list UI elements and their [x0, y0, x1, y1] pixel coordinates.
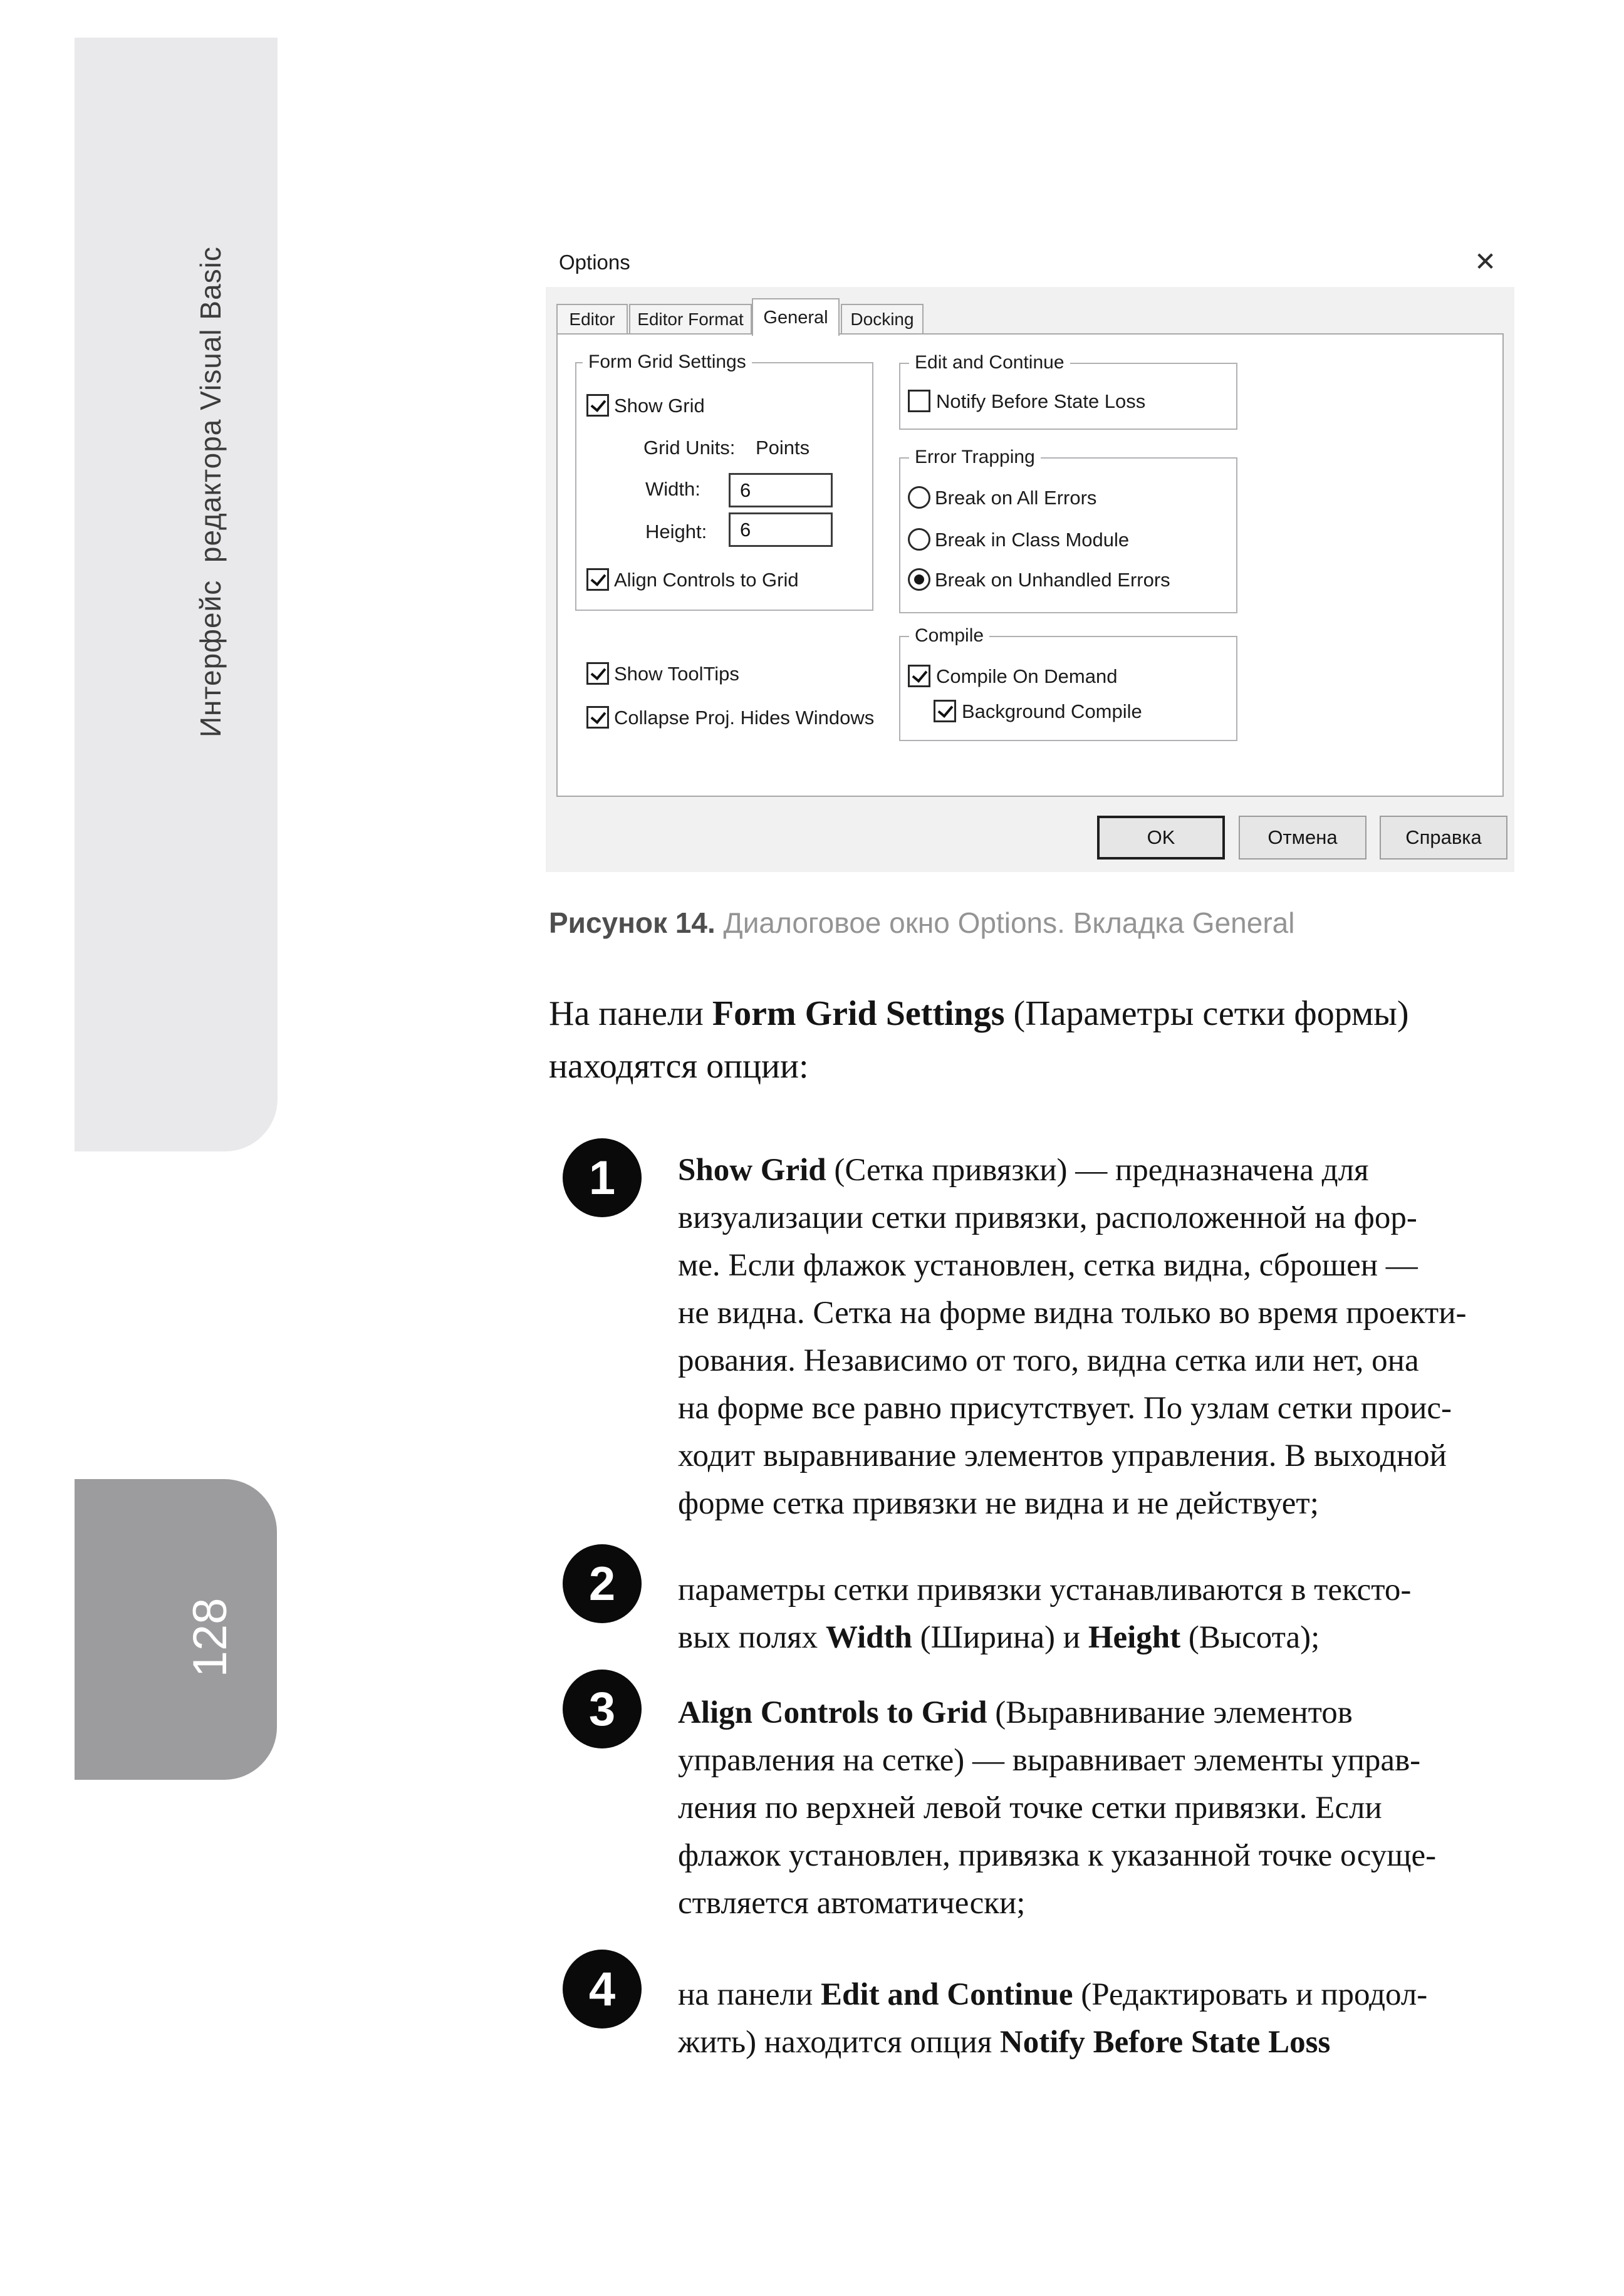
text-line: на панели Edit and Continue (Редактировать и продол- [678, 1977, 1428, 2012]
text-line: вых полях Width (Ширина) и Height (Высота); [678, 1620, 1320, 1655]
item-number-badge: 3 [563, 1670, 642, 1748]
grid-units-value: Points [756, 437, 810, 459]
text-line: не видна. Сетка на форме видна только во время проекти- [678, 1296, 1467, 1331]
checkbox-notify-label: Notify Before State Loss [936, 390, 1146, 412]
checkbox-compile-on-demand-label: Compile On Demand [936, 665, 1118, 687]
tab-editor-format[interactable]: Editor Format [629, 304, 752, 333]
radio-break-in-class-module-label: Break in Class Module [935, 529, 1130, 551]
group-label-error-trapping: Error Trapping [909, 446, 1041, 469]
dialog-title: Options [559, 251, 630, 274]
grid-units-label: Grid Units: [643, 437, 736, 459]
text-line: рования. Независимо от того, видна сетка или нет, она [678, 1343, 1419, 1378]
ok-button[interactable]: OK [1097, 816, 1225, 860]
text-line: ходит выравнивание элементов управления. В выходной [678, 1438, 1447, 1473]
radio-break-on-all-errors[interactable] [908, 486, 930, 509]
checkbox-align-controls-label: Align Controls to Grid [614, 569, 799, 591]
text-line: ствляется автоматически; [678, 1886, 1026, 1921]
text-line: находятся опции: [549, 1047, 809, 1086]
text-line: Align Controls to Grid (Выравнивание элементов [678, 1695, 1353, 1730]
text-line: форме сетка привязки не видна и не действует; [678, 1486, 1319, 1521]
item-number-badge: 4 [563, 1950, 642, 2028]
text-line: ления по верхней левой точке сетки привязки. Если [678, 1790, 1382, 1826]
figure-caption-text: Диалоговое окно Options. Вкладка General [715, 906, 1295, 939]
chapter-title-vertical: Интерфейс редактора Visual Basic [194, 246, 227, 737]
help-button[interactable]: Справка [1380, 816, 1507, 860]
options-dialog [546, 246, 1514, 872]
radio-break-on-unhandled-errors-label: Break on Unhandled Errors [935, 569, 1170, 591]
text-line: параметры сетки привязки устанавливаются в тексто- [678, 1572, 1412, 1608]
checkbox-collapse-proj[interactable] [586, 706, 609, 729]
text-line: ме. Если флажок установлен, сетка видна, сброшен — [678, 1248, 1418, 1283]
item-number-badge: 2 [563, 1544, 642, 1623]
height-input[interactable]: 6 [729, 512, 833, 547]
width-input[interactable]: 6 [729, 473, 833, 507]
text-line: флажок установлен, привязка к указанной точке осуще- [678, 1838, 1437, 1873]
checkbox-show-grid[interactable] [586, 394, 609, 417]
group-label-edit-and-continue: Edit and Continue [909, 351, 1070, 374]
radio-break-on-all-errors-label: Break on All Errors [935, 487, 1097, 509]
tab-editor[interactable]: Editor [556, 304, 628, 333]
checkbox-show-tooltips[interactable] [586, 662, 609, 685]
text-line: жить) находится опция Notify Before State Loss [678, 2025, 1331, 2060]
text-line: на форме все равно присутствует. По узлам сетки проис- [678, 1391, 1452, 1426]
text-line: На панели Form Grid Settings (Параметры сетки формы) [549, 994, 1409, 1033]
checkbox-align-controls-to-grid[interactable] [586, 568, 609, 591]
figure-caption-number: Рисунок 14. [549, 906, 716, 939]
item-text [678, 1146, 1524, 1527]
page-number: 128 [184, 1597, 237, 1678]
cancel-button[interactable]: Отмена [1239, 816, 1366, 860]
tab-docking[interactable]: Docking [841, 304, 924, 333]
radio-break-on-unhandled-errors[interactable] [908, 568, 930, 591]
group-label-compile: Compile [909, 625, 989, 647]
item-text [678, 1566, 1524, 1661]
checkbox-show-tooltips-label: Show ToolTips [614, 663, 739, 685]
item-text [678, 1689, 1524, 1927]
checkbox-background-compile-label: Background Compile [962, 700, 1142, 722]
text-line: управления на сетке) — выравнивает элементы управ- [678, 1743, 1421, 1778]
item-text [678, 1971, 1524, 2066]
checkbox-notify-before-state-loss[interactable] [908, 390, 930, 412]
checkbox-background-compile[interactable] [934, 700, 956, 722]
width-label: Width: [645, 478, 700, 500]
height-label: Height: [645, 521, 707, 543]
item-number-badge: 1 [563, 1138, 642, 1217]
radio-break-in-class-module[interactable] [908, 528, 930, 551]
group-label-form-grid-settings: Form Grid Settings [583, 351, 752, 373]
close-icon[interactable]: ✕ [1474, 247, 1497, 276]
checkbox-show-grid-label: Show Grid [614, 395, 705, 417]
checkbox-compile-on-demand[interactable] [908, 665, 930, 687]
text-line: Show Grid (Сетка привязки) — предназначена для [678, 1153, 1369, 1188]
checkbox-collapse-proj-label: Collapse Proj. Hides Windows [614, 707, 875, 729]
tab-general[interactable]: General [752, 298, 840, 336]
text-line: визуализации сетки привязки, расположенной на фор- [678, 1200, 1417, 1235]
